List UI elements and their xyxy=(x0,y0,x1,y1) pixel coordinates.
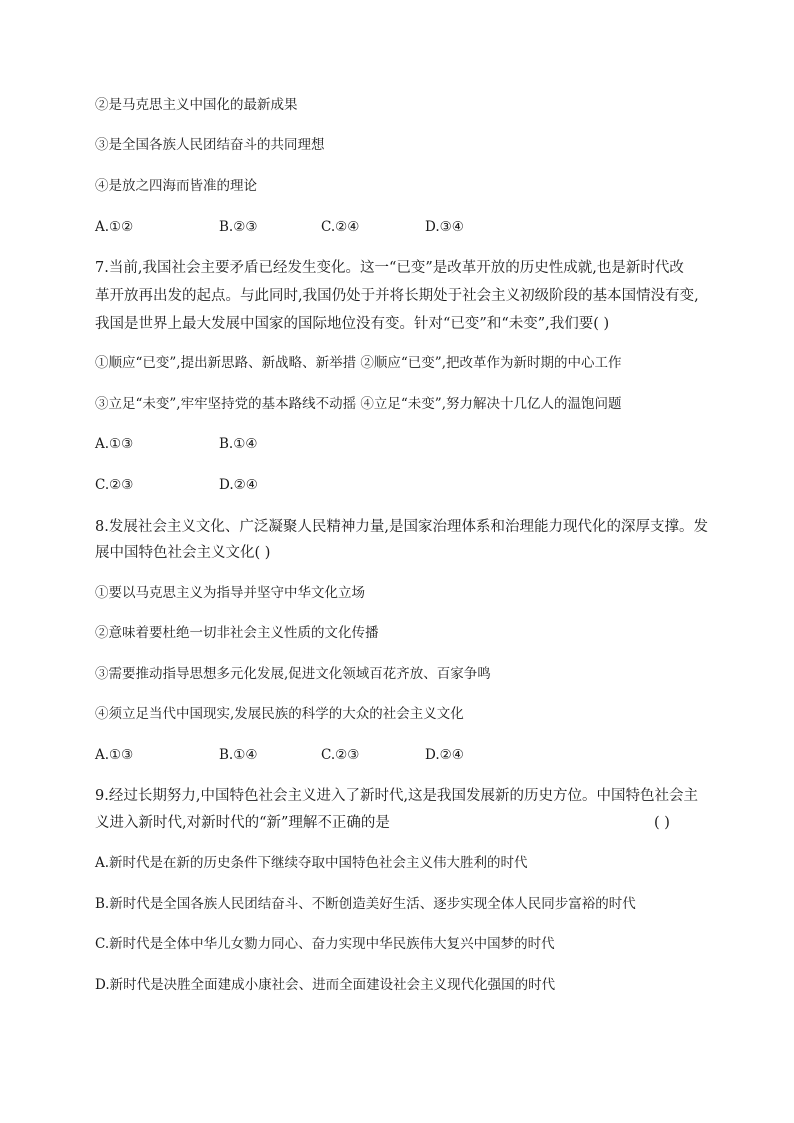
q8-stem-line-2: 展中国特色社会主义文化( ) xyxy=(95,545,271,561)
q7-stem-line-1: 7.当前,我国社会主要矛盾已经发生变化。这一“已变”是改革开放的历史性成就,也是新时代改 xyxy=(95,260,684,276)
q8-option-b: B.①④ xyxy=(219,747,258,763)
q8-statement-3: ③需要推动指导思想多元化发展,促进文化领域百花齐放、百家争鸣 xyxy=(95,666,491,682)
q7-option-c: C.②③ xyxy=(95,477,134,493)
q6-statement-4: ④是放之四海而皆准的理论 xyxy=(95,178,257,194)
q8-statement-4: ④须立足当代中国现实,发展民族的科学的大众的社会主义文化 xyxy=(95,706,464,722)
q9-stem-line-1: 9.经过长期努力,中国特色社会主义进入了新时代,这是我国发展新的历史方位。中国特色社会主 xyxy=(95,788,699,804)
q8-statement-1: ①要以马克思主义为指导并坚守中华文化立场 xyxy=(95,585,365,601)
q9-answer-paren: ( ) xyxy=(654,815,670,831)
q6-option-b: B.②③ xyxy=(219,219,258,235)
q7-statements-1-2: ①顺应“已变”,提出新思路、新战略、新举措 ②顺应“已变”,把改革作为新时期的中心工作 xyxy=(95,355,622,371)
q7-statements-3-4: ③立足“未变”,牢牢坚持党的基本路线不动摇 ④立足“未变”,努力解决十几亿人的温饱问题 xyxy=(95,396,622,412)
q6-option-d: D.③④ xyxy=(425,219,464,235)
q6-statement-3: ③是全国各族人民团结奋斗的共同理想 xyxy=(95,137,325,153)
q8-statement-2: ②意味着要杜绝一切非社会主义性质的文化传播 xyxy=(95,625,379,641)
q8-option-c: C.②③ xyxy=(321,747,360,763)
q9-option-b: B.新时代是全国各族人民团结奋斗、不断创造美好生活、逐步实现全体人民同步富裕的时代 xyxy=(95,896,636,912)
q9-option-c: C.新时代是全体中华儿女勠力同心、奋力实现中华民族伟大复兴中国梦的时代 xyxy=(95,936,555,952)
q6-statement-2: ②是马克思主义中国化的最新成果 xyxy=(95,97,298,113)
q7-option-b: B.①④ xyxy=(219,436,258,452)
q6-option-c: C.②④ xyxy=(321,219,360,235)
q8-option-a: A.①③ xyxy=(95,747,134,763)
q7-stem-line-3: 我国是世界上最大发展中国家的国际地位没有变。针对“已变”和“未变”,我们要( ) xyxy=(95,316,610,332)
q9-stem-line-2: 义进入新时代,对新时代的“新”理解不正确的是 xyxy=(95,815,390,831)
q8-stem-line-1: 8.发展社会主义文化、广泛凝聚人民精神力量,是国家治理体系和治理能力现代化的深厚支撑。发 xyxy=(95,519,708,535)
q7-stem-line-2: 革开放再出发的起点。与此同时,我国仍处于并将长期处于社会主义初级阶段的基本国情没有变, xyxy=(95,288,699,304)
q6-option-a: A.①② xyxy=(95,219,134,235)
q7-option-d: D.②④ xyxy=(219,477,258,493)
q8-option-d: D.②④ xyxy=(425,747,464,763)
q9-option-a: A.新时代是在新的历史条件下继续夺取中国特色社会主义伟大胜利的时代 xyxy=(95,855,528,871)
q9-option-d: D.新时代是决胜全面建成小康社会、进而全面建设社会主义现代化强国的时代 xyxy=(95,977,556,993)
q7-option-a: A.①③ xyxy=(95,436,134,452)
